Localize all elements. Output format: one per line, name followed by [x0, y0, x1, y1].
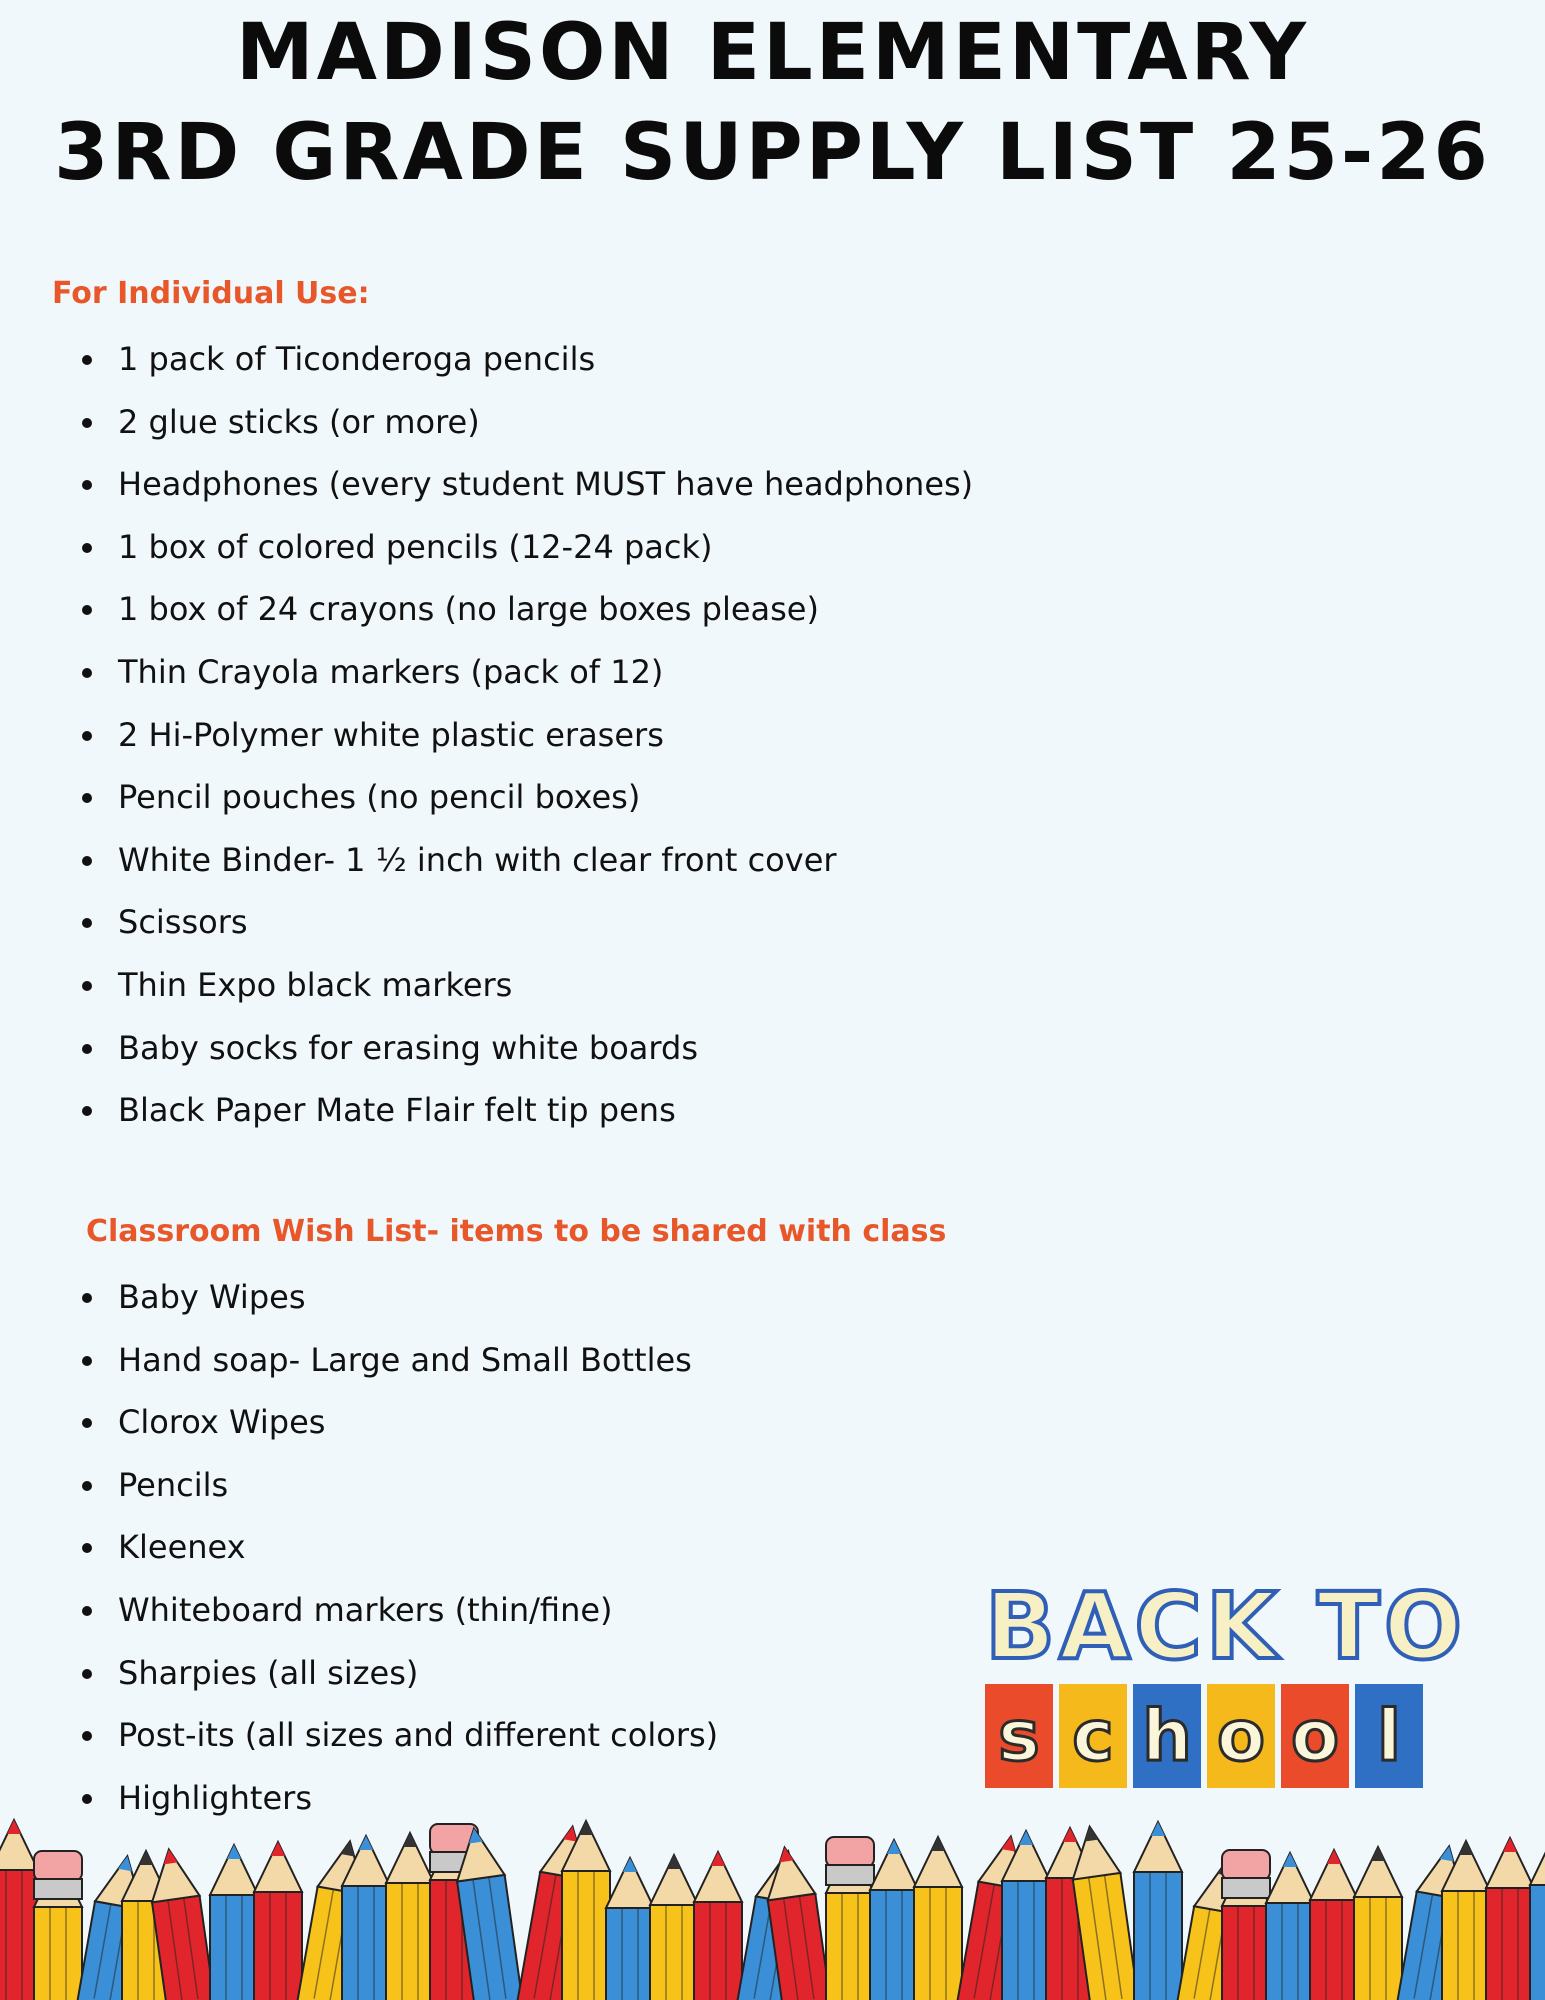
list-item: Black Paper Mate Flair felt tip pens	[0, 1079, 973, 1142]
pencil-icon	[0, 1820, 38, 2000]
logo-tile: c	[1059, 1684, 1127, 1788]
logo-tile: s	[985, 1684, 1053, 1788]
logo-tile: o	[1281, 1684, 1349, 1788]
list-item: Sharpies (all sizes)	[0, 1642, 718, 1705]
list-item: 1 box of colored pencils (12-24 pack)	[0, 516, 973, 579]
list-item: Thin Crayola markers (pack of 12)	[0, 641, 973, 704]
pencil-border-decoration	[0, 1790, 1545, 2000]
list-item: Highlighters	[0, 1767, 718, 1830]
individual-supply-list	[0, 328, 973, 1142]
pencil-icon	[1354, 1847, 1402, 2000]
pencil-icon	[210, 1845, 258, 2000]
classroom-wish-list	[0, 1266, 718, 1829]
list-item: White Binder- 1 ½ inch with clear front cover	[0, 829, 973, 892]
list-item: Clorox Wipes	[0, 1391, 718, 1454]
list-item: Kleenex	[0, 1516, 718, 1579]
pencil-icon	[1266, 1853, 1314, 2000]
list-item: Pencil pouches (no pencil boxes)	[0, 766, 973, 829]
list-item: 1 pack of Ticonderoga pencils	[0, 328, 973, 391]
pencil-icon	[386, 1833, 434, 2000]
pencil-icon	[1486, 1838, 1534, 2000]
list-item: 2 glue sticks (or more)	[0, 391, 973, 454]
list-item: Headphones (every student MUST have headphones)	[0, 453, 973, 516]
page-title-line1: MADISON ELEMENTARY	[236, 8, 1309, 98]
pencil-icon	[34, 1851, 82, 2000]
page-title-line2: 3RD GRADE SUPPLY LIST 25-26	[54, 108, 1491, 198]
list-item: 2 Hi-Polymer white plastic erasers	[0, 704, 973, 767]
back-to-school-logo	[985, 1572, 1510, 1792]
list-item: Thin Expo black markers	[0, 954, 973, 1017]
pencil-icon	[606, 1858, 654, 2000]
pencil-icon	[914, 1837, 962, 2000]
individual-use-heading: For Individual Use:	[52, 276, 370, 311]
logo-tile: h	[1133, 1684, 1201, 1788]
logo-tile: o	[1207, 1684, 1275, 1788]
pencil-icon	[1222, 1850, 1270, 2000]
list-item: 1 box of 24 crayons (no large boxes please)	[0, 578, 973, 641]
logo-school-tiles	[985, 1684, 1423, 1788]
pencil-icon	[694, 1852, 742, 2000]
list-item: Baby socks for erasing white boards	[0, 1017, 973, 1080]
list-item: Baby Wipes	[0, 1266, 718, 1329]
pencil-icon	[1134, 1822, 1182, 2000]
pencil-icon	[254, 1842, 302, 2000]
pencil-icon	[1310, 1850, 1358, 2000]
classroom-wish-list-heading: Classroom Wish List- items to be shared with class	[86, 1214, 947, 1249]
pencil-icon	[1530, 1835, 1545, 2000]
pencil-icon	[826, 1837, 874, 2000]
list-item: Scissors	[0, 891, 973, 954]
pencil-icon	[650, 1855, 698, 2000]
list-item: Pencils	[0, 1454, 718, 1517]
list-item: Hand soap- Large and Small Bottles	[0, 1329, 718, 1392]
list-item: Whiteboard markers (thin/fine)	[0, 1579, 718, 1642]
logo-back-to-text: BACK TO	[985, 1573, 1467, 1680]
pencil-icon	[870, 1840, 918, 2000]
logo-tile: l	[1355, 1684, 1423, 1788]
list-item: Post-its (all sizes and different colors)	[0, 1704, 718, 1767]
